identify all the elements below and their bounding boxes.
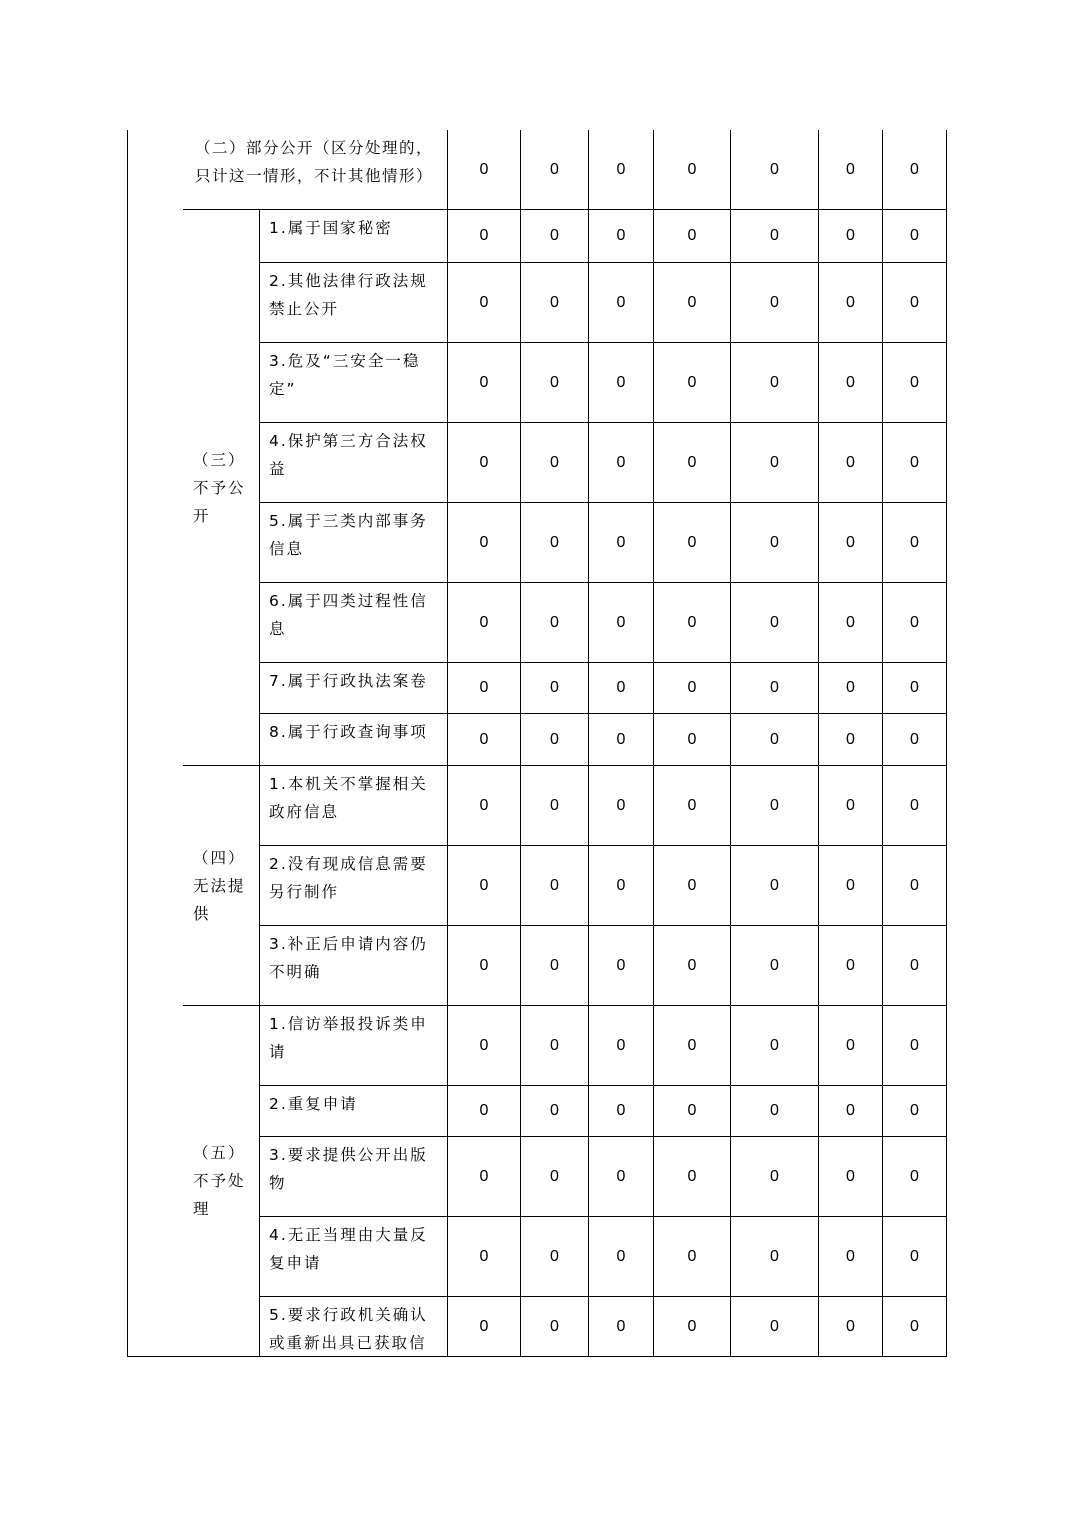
value-cell: 0 xyxy=(731,663,819,714)
value-cell: 0 xyxy=(654,846,731,926)
value-cell: 0 xyxy=(731,423,819,503)
value-cell: 0 xyxy=(883,343,947,423)
value-cell: 0 xyxy=(819,1086,883,1137)
value-cell: 0 xyxy=(448,766,521,846)
row-label: 4.无正当理由大量反复申请 xyxy=(260,1217,448,1297)
value-cell: 0 xyxy=(731,263,819,343)
value-cell: 0 xyxy=(819,1137,883,1217)
value-cell: 0 xyxy=(589,1006,654,1086)
value-cell: 0 xyxy=(731,343,819,423)
value-cell: 0 xyxy=(521,1137,589,1217)
value-cell: 0 xyxy=(883,714,947,766)
row-label: 5.属于三类内部事务信息 xyxy=(260,503,448,583)
value-cell: 0 xyxy=(589,766,654,846)
value-cell: 0 xyxy=(731,583,819,663)
value-cell: 0 xyxy=(589,1217,654,1297)
row-label: 1.属于国家秘密 xyxy=(260,210,448,263)
value-cell: 0 xyxy=(731,1297,819,1357)
value-cell: 0 xyxy=(883,1137,947,1217)
value-cell: 0 xyxy=(654,1086,731,1137)
value-cell: 0 xyxy=(521,846,589,926)
value-cell: 0 xyxy=(819,714,883,766)
row-label: 2.其他法律行政法规禁止公开 xyxy=(260,263,448,343)
value-cell: 0 xyxy=(448,714,521,766)
value-cell: 0 xyxy=(731,210,819,263)
value-cell: 0 xyxy=(589,846,654,926)
value-cell: 0 xyxy=(654,766,731,846)
value-cell: 0 xyxy=(819,766,883,846)
value-cell: 0 xyxy=(654,1137,731,1217)
value-cell: 0 xyxy=(654,583,731,663)
value-cell: 0 xyxy=(883,846,947,926)
value-cell: 0 xyxy=(883,1297,947,1357)
value-cell: 0 xyxy=(521,263,589,343)
value-cell: 0 xyxy=(448,263,521,343)
partial-value-6: 0 xyxy=(819,130,883,210)
row-label: 6.属于四类过程性信息 xyxy=(260,583,448,663)
row-label: 7.属于行政执法案卷 xyxy=(260,663,448,714)
value-cell: 0 xyxy=(819,503,883,583)
partial-value-5: 0 xyxy=(731,130,819,210)
category-label: （五） 不予处 理 xyxy=(183,1006,260,1357)
value-cell: 0 xyxy=(883,926,947,1006)
value-cell: 0 xyxy=(589,503,654,583)
value-cell: 0 xyxy=(521,503,589,583)
row-label: 8.属于行政查询事项 xyxy=(260,714,448,766)
value-cell: 0 xyxy=(589,210,654,263)
value-cell: 0 xyxy=(654,1297,731,1357)
value-cell: 0 xyxy=(883,766,947,846)
value-cell: 0 xyxy=(521,1217,589,1297)
value-cell: 0 xyxy=(654,926,731,1006)
value-cell: 0 xyxy=(448,1137,521,1217)
value-cell: 0 xyxy=(589,1086,654,1137)
value-cell: 0 xyxy=(819,1297,883,1357)
value-cell: 0 xyxy=(819,1217,883,1297)
value-cell: 0 xyxy=(448,846,521,926)
row-label: 3.危及“三安全一稳定” xyxy=(260,343,448,423)
value-cell: 0 xyxy=(731,1137,819,1217)
category-label: （三） 不予公 开 xyxy=(183,210,260,766)
partial-value-1: 0 xyxy=(448,130,521,210)
outer-left-column xyxy=(127,130,183,1357)
row-label: 4.保护第三方合法权益 xyxy=(260,423,448,503)
value-cell: 0 xyxy=(589,263,654,343)
value-cell: 0 xyxy=(819,263,883,343)
partial-value-7: 0 xyxy=(883,130,947,210)
value-cell: 0 xyxy=(448,1217,521,1297)
value-cell: 0 xyxy=(731,926,819,1006)
value-cell: 0 xyxy=(731,1217,819,1297)
value-cell: 0 xyxy=(521,1086,589,1137)
value-cell: 0 xyxy=(819,343,883,423)
row-label: 2.没有现成信息需要另行制作 xyxy=(260,846,448,926)
value-cell: 0 xyxy=(521,663,589,714)
value-cell: 0 xyxy=(521,714,589,766)
value-cell: 0 xyxy=(819,423,883,503)
value-cell: 0 xyxy=(819,846,883,926)
value-cell: 0 xyxy=(448,926,521,1006)
value-cell: 0 xyxy=(654,263,731,343)
value-cell: 0 xyxy=(521,766,589,846)
value-cell: 0 xyxy=(654,343,731,423)
value-cell: 0 xyxy=(654,1006,731,1086)
value-cell: 0 xyxy=(731,503,819,583)
category-label: （四） 无法提 供 xyxy=(183,766,260,1006)
value-cell: 0 xyxy=(589,1137,654,1217)
value-cell: 0 xyxy=(589,583,654,663)
value-cell: 0 xyxy=(448,423,521,503)
value-cell: 0 xyxy=(654,423,731,503)
value-cell: 0 xyxy=(448,583,521,663)
value-cell: 0 xyxy=(883,263,947,343)
value-cell: 0 xyxy=(589,343,654,423)
value-cell: 0 xyxy=(448,343,521,423)
value-cell: 0 xyxy=(731,714,819,766)
row-label: 5.要求行政机关确认或重新出具已获取信 xyxy=(260,1297,448,1357)
value-cell: 0 xyxy=(654,714,731,766)
row-label: 1.本机关不掌握相关政府信息 xyxy=(260,766,448,846)
partial-value-4: 0 xyxy=(654,130,731,210)
value-cell: 0 xyxy=(819,926,883,1006)
value-cell: 0 xyxy=(819,663,883,714)
value-cell: 0 xyxy=(521,343,589,423)
value-cell: 0 xyxy=(448,210,521,263)
row-label: 3.补正后申请内容仍不明确 xyxy=(260,926,448,1006)
value-cell: 0 xyxy=(589,714,654,766)
value-cell: 0 xyxy=(448,503,521,583)
value-cell: 0 xyxy=(883,1006,947,1086)
value-cell: 0 xyxy=(819,210,883,263)
row-label: 3.要求提供公开出版物 xyxy=(260,1137,448,1217)
value-cell: 0 xyxy=(731,766,819,846)
row-label: 1.信访举报投诉类申请 xyxy=(260,1006,448,1086)
partial-value-3: 0 xyxy=(589,130,654,210)
partial-disclosure-label: （二）部分公开（区分处理的，只计这一情形，不计其他情形） xyxy=(183,130,448,210)
value-cell: 0 xyxy=(883,503,947,583)
disclosure-table xyxy=(127,130,947,1354)
value-cell: 0 xyxy=(883,583,947,663)
value-cell: 0 xyxy=(654,210,731,263)
value-cell: 0 xyxy=(654,663,731,714)
value-cell: 0 xyxy=(731,1006,819,1086)
value-cell: 0 xyxy=(883,1086,947,1137)
partial-value-2: 0 xyxy=(521,130,589,210)
value-cell: 0 xyxy=(819,1006,883,1086)
value-cell: 0 xyxy=(654,503,731,583)
value-cell: 0 xyxy=(654,1217,731,1297)
row-label: 2.重复申请 xyxy=(260,1086,448,1137)
value-cell: 0 xyxy=(521,1297,589,1357)
value-cell: 0 xyxy=(521,583,589,663)
value-cell: 0 xyxy=(521,423,589,503)
value-cell: 0 xyxy=(731,846,819,926)
value-cell: 0 xyxy=(883,1217,947,1297)
value-cell: 0 xyxy=(448,1086,521,1137)
value-cell: 0 xyxy=(448,1006,521,1086)
value-cell: 0 xyxy=(731,1086,819,1137)
value-cell: 0 xyxy=(521,1006,589,1086)
value-cell: 0 xyxy=(589,663,654,714)
value-cell: 0 xyxy=(589,1297,654,1357)
value-cell: 0 xyxy=(819,583,883,663)
value-cell: 0 xyxy=(883,663,947,714)
value-cell: 0 xyxy=(448,663,521,714)
value-cell: 0 xyxy=(589,926,654,1006)
value-cell: 0 xyxy=(448,1297,521,1357)
value-cell: 0 xyxy=(589,423,654,503)
value-cell: 0 xyxy=(521,926,589,1006)
value-cell: 0 xyxy=(521,210,589,263)
value-cell: 0 xyxy=(883,423,947,503)
value-cell: 0 xyxy=(883,210,947,263)
